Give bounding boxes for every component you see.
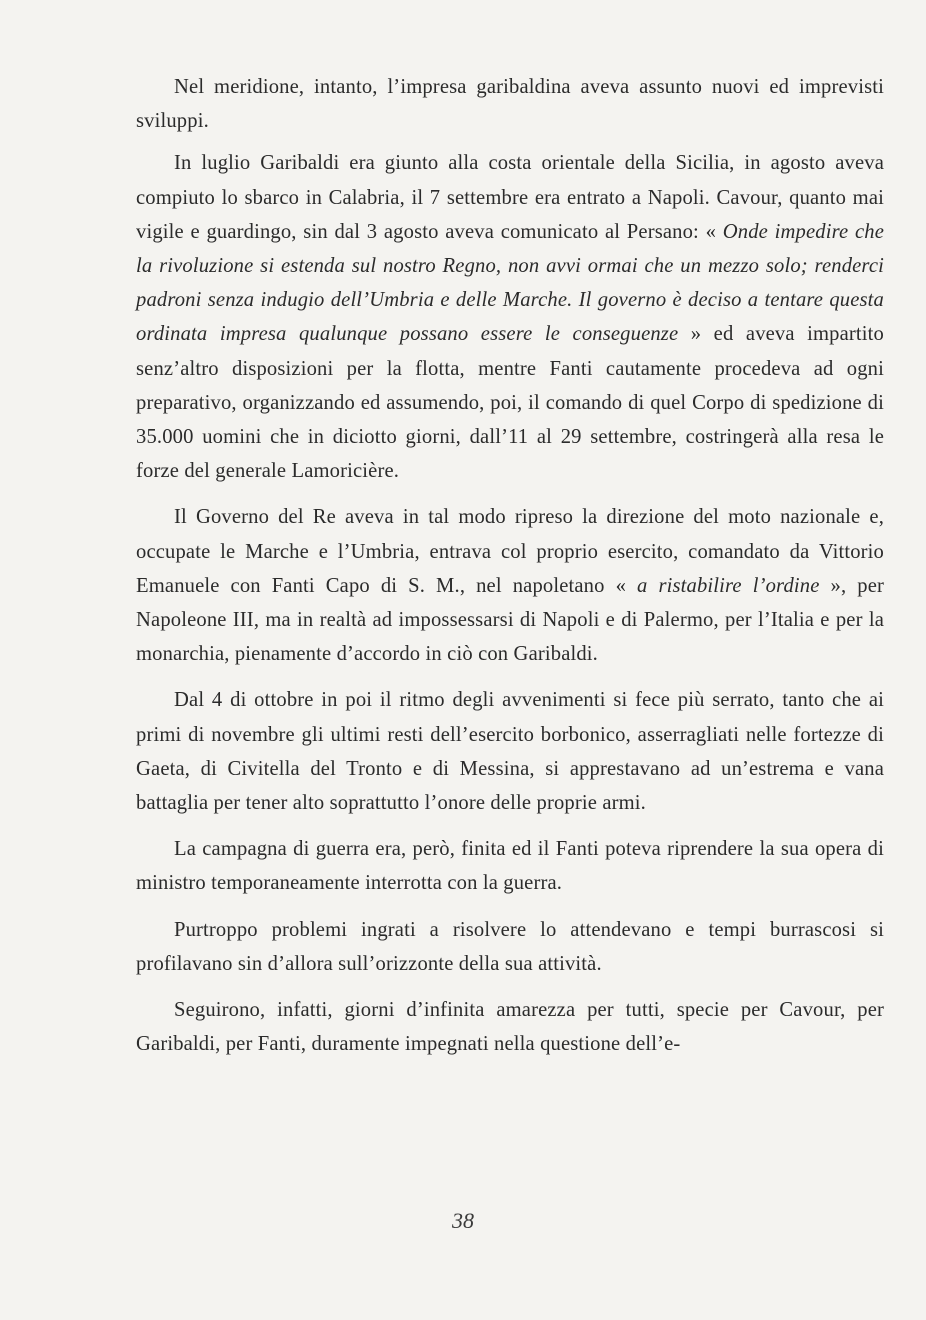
paragraph-text: Seguirono, infatti, giorni d’infinita amarezza per tutti, specie per Cavour, per Garibaldi, per Fanti, duramente impegnati nella questione dell’e- [136, 999, 884, 1056]
page-number: 38 [452, 1208, 474, 1233]
paragraph-5 [136, 832, 884, 900]
paragraph-text: Nel meridione, intanto, l’impresa garibaldina aveva assunto nuovi ed imprevisti sviluppi. [136, 76, 884, 133]
paragraph-text: La campagna di guerra era, però, finita ed il Fanti poteva riprendere la sua opera di ministro temporaneamente interrotta con la guerra. [136, 838, 884, 895]
paragraph-6 [136, 913, 884, 981]
paragraph-text: Il Governo del Re aveva in tal modo ripreso la direzione del moto nazionale e, occupate le Marche e l’Umbria, entrava col proprio esercito, comandato da Vittorio Emanuele con Fanti Capo di S. M., nel napoletano « [136, 506, 884, 597]
paragraph-2 [136, 146, 884, 488]
paragraph-text: » ed aveva impartito senz’altro disposizioni per la flotta, mentre Fanti cautamente procedeva ad ogni preparativo, organizzando ed assumendo, poi, il comando di quel Corpo di spedizione di 35.000 uomini che in diciotto giorni, dall’11 al 29 settembre, costringerà alla resa le forze del generale Lamoricière. [136, 323, 884, 483]
paragraph-text: In luglio Garibaldi era giunto alla costa orientale della Sicilia, in agosto aveva compiuto lo sbarco in Calabria, il 7 settembre era entrato a Napoli. Cavour, quanto mai vigile e guardingo, sin dal 3 agosto aveva comunicato al Persano: « [136, 152, 884, 243]
quoted-italic-text: a ristabilire l’ordine [637, 574, 820, 597]
paragraph-text: Dal 4 di ottobre in poi il ritmo degli avvenimenti si fece più serrato, tanto che ai primi di novembre gli ultimi resti dell’esercito borbonico, asserragliati nelle fortezze di Gaeta, di Civitella del Tronto e di Messina, si apprestavano ad un’estrema e vana battaglia per tener alto soprattutto l’onore delle proprie armi. [136, 689, 884, 815]
paragraph-text: », per Napoleone III, ma in realtà ad impossessarsi di Napoli e di Palermo, per l’Italia e per la monarchia, pienamente d’accordo in ciò con Garibaldi. [136, 574, 884, 666]
paragraph-4 [136, 683, 884, 820]
paragraph-text: Purtroppo problemi ingrati a risolvere lo attendevano e tempi burrascosi si profilavano sin d’allora sull’orizzonte della sua attività. [136, 918, 884, 975]
paragraph-3 [136, 500, 884, 671]
paragraph-1 [136, 70, 884, 138]
quoted-italic-text: Onde impedire che la rivoluzione si estenda sul nostro Regno, non avvi ormai che un mezzo solo; renderci padroni senza indugio dell’Umbria e delle Marche. Il governo è deciso a tentare questa ordinata impresa qualunque possano essere le conseguenze [136, 220, 884, 346]
body-text [136, 70, 884, 1073]
paragraph-7 [136, 993, 884, 1061]
